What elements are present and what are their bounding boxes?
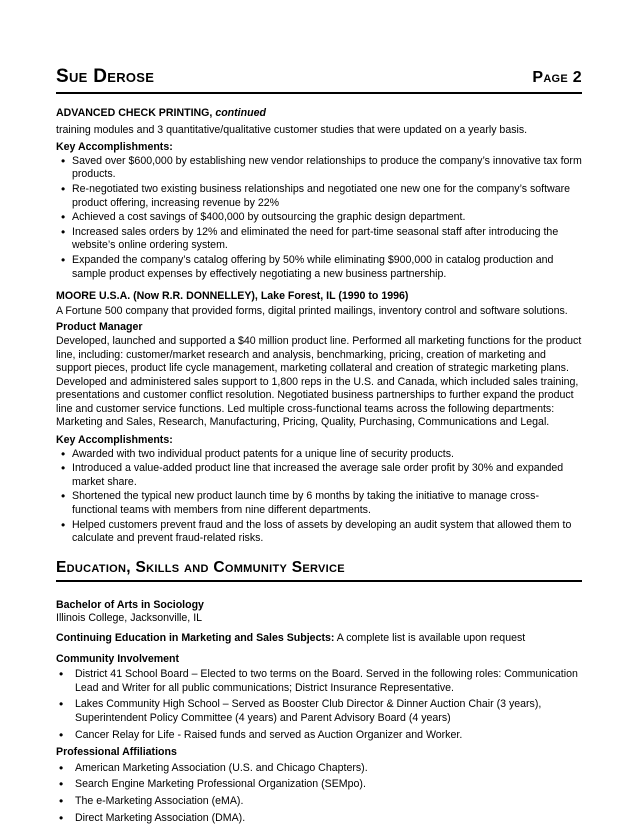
school-name: Illinois College, Jacksonville, IL: [56, 612, 203, 625]
education-section: [56, 559, 582, 825]
moore-accomplishments-list: [56, 448, 582, 546]
list-item: • Expanded the company’s catalog offering by 50% while eliminating $900,000 in catalog production and sample product expenses by effectively negotiating a new business partnership.: [56, 254, 582, 281]
continuing-education-label: Continuing Education in Marketing and Sales Subjects:: [56, 632, 335, 644]
header-rule: [56, 92, 582, 94]
list-item: • Direct Marketing Association (DMA).: [56, 812, 582, 826]
adv-accomplishments-list: [56, 155, 582, 281]
education-section-title: Education, Skills and Community Service: [56, 558, 345, 576]
page-header: [56, 66, 582, 88]
list-item: • Saved over $600,000 by establishing new vendor relationships to produce the company’s innovative tax form products.: [56, 155, 582, 182]
adv-continued-label: continued: [212, 107, 266, 119]
resume-page: [56, 66, 582, 828]
education-rule: [56, 580, 582, 582]
adv-key-accomplishments-heading: Key Accomplishments:: [56, 141, 173, 154]
moore-summary: Developed, launched and supported a $40 million product line. Performed all marketing functions for the product line, including: customer/market research and analysis, benchmarking, pricing, creation of marketing and support pieces, product life cycle management, marketing collateral and creation of strategic marketing plans. Developed and administered sales support to 1,800 reps in the U.S. and Canada, which included sales training, presentations and customer conflict resolution. Negotiated business partnerships to further expand the product line and customer service functions. Led multiple cross-functional teams across the following departments: Marketing and Sales, Research, Manufacturing, Pricing, Quality, Purchasing, Communications and Legal.: [56, 334, 582, 429]
affiliations-heading: Professional Affiliations: [56, 746, 177, 759]
moore-company-heading: MOORE U.S.A. (Now R.R. DONNELLEY), Lake Forest, IL (1990 to 1996): [56, 290, 409, 303]
list-item: • Awarded with two individual product patents for a unique line of security products.: [56, 448, 582, 462]
adv-company-name: ADVANCED CHECK PRINTING,: [56, 107, 213, 119]
list-item: • Cancer Relay for Life - Raised funds and served as Auction Organizer and Worker.: [56, 729, 582, 743]
moore-description: A Fortune 500 company that provided forms, digital printed mailings, inventory control and software solutions.: [56, 304, 568, 317]
list-item: • Helped customers prevent fraud and the loss of assets by developing an audit system that allowed them to calculate and prevent fraud-related risks.: [56, 519, 582, 546]
continuing-education: [56, 632, 582, 646]
moore-section: [56, 290, 582, 546]
list-item: • American Marketing Association (U.S. and Chicago Chapters).: [56, 762, 582, 776]
list-item: • Shortened the typical new product launch time by 6 months by taking the initiative to manage cross-functional teams with members from nine different departments.: [56, 490, 582, 517]
moore-role-title: Product Manager: [56, 321, 143, 334]
affiliations-list: [56, 762, 582, 825]
moore-key-accomplishments-heading: Key Accomplishments:: [56, 434, 173, 447]
list-item: • Lakes Community High School – Served as Booster Club Director & Dinner Auction Chair (3 years), Superintendent Policy Committee (4 years) and Parent Advisory Board (4 years): [56, 698, 582, 725]
adv-intro: training modules and 3 quantitative/qualitative customer studies that were updated on a yearly basis.: [56, 123, 528, 136]
list-item: • Re-negotiated two existing business relationships and negotiated one new one for the company’s software product offering, increasing revenue by 22%: [56, 183, 582, 210]
list-item: • Achieved a cost savings of $400,000 by outsourcing the graphic design department.: [56, 211, 582, 225]
adv-company-heading: [56, 107, 582, 121]
community-heading: Community Involvement: [56, 652, 180, 665]
list-item: • The e-Marketing Association (eMA).: [56, 795, 582, 809]
continuing-education-text: A complete list is available upon request: [334, 632, 526, 644]
list-item: • Introduced a value-added product line that increased the average sale order profit by 30% and expanded market share.: [56, 462, 582, 489]
list-item: • District 41 School Board – Elected to two terms on the Board. Served in the following roles: Communication Lead and Writer for all public communications; District Insurance Representative.: [56, 668, 582, 695]
community-list: [56, 668, 582, 742]
adv-check-section: [56, 107, 582, 281]
list-item: • Search Engine Marketing Professional Organization (SEMpo).: [56, 778, 582, 792]
degree-title: Bachelor of Arts in Sociology: [56, 598, 204, 611]
candidate-name: Sue Derose: [56, 66, 155, 87]
page-number: Page 2: [532, 69, 582, 86]
list-item: • Increased sales orders by 12% and eliminated the need for part-time seasonal staff after introducing the website’s online ordering system.: [56, 226, 582, 253]
